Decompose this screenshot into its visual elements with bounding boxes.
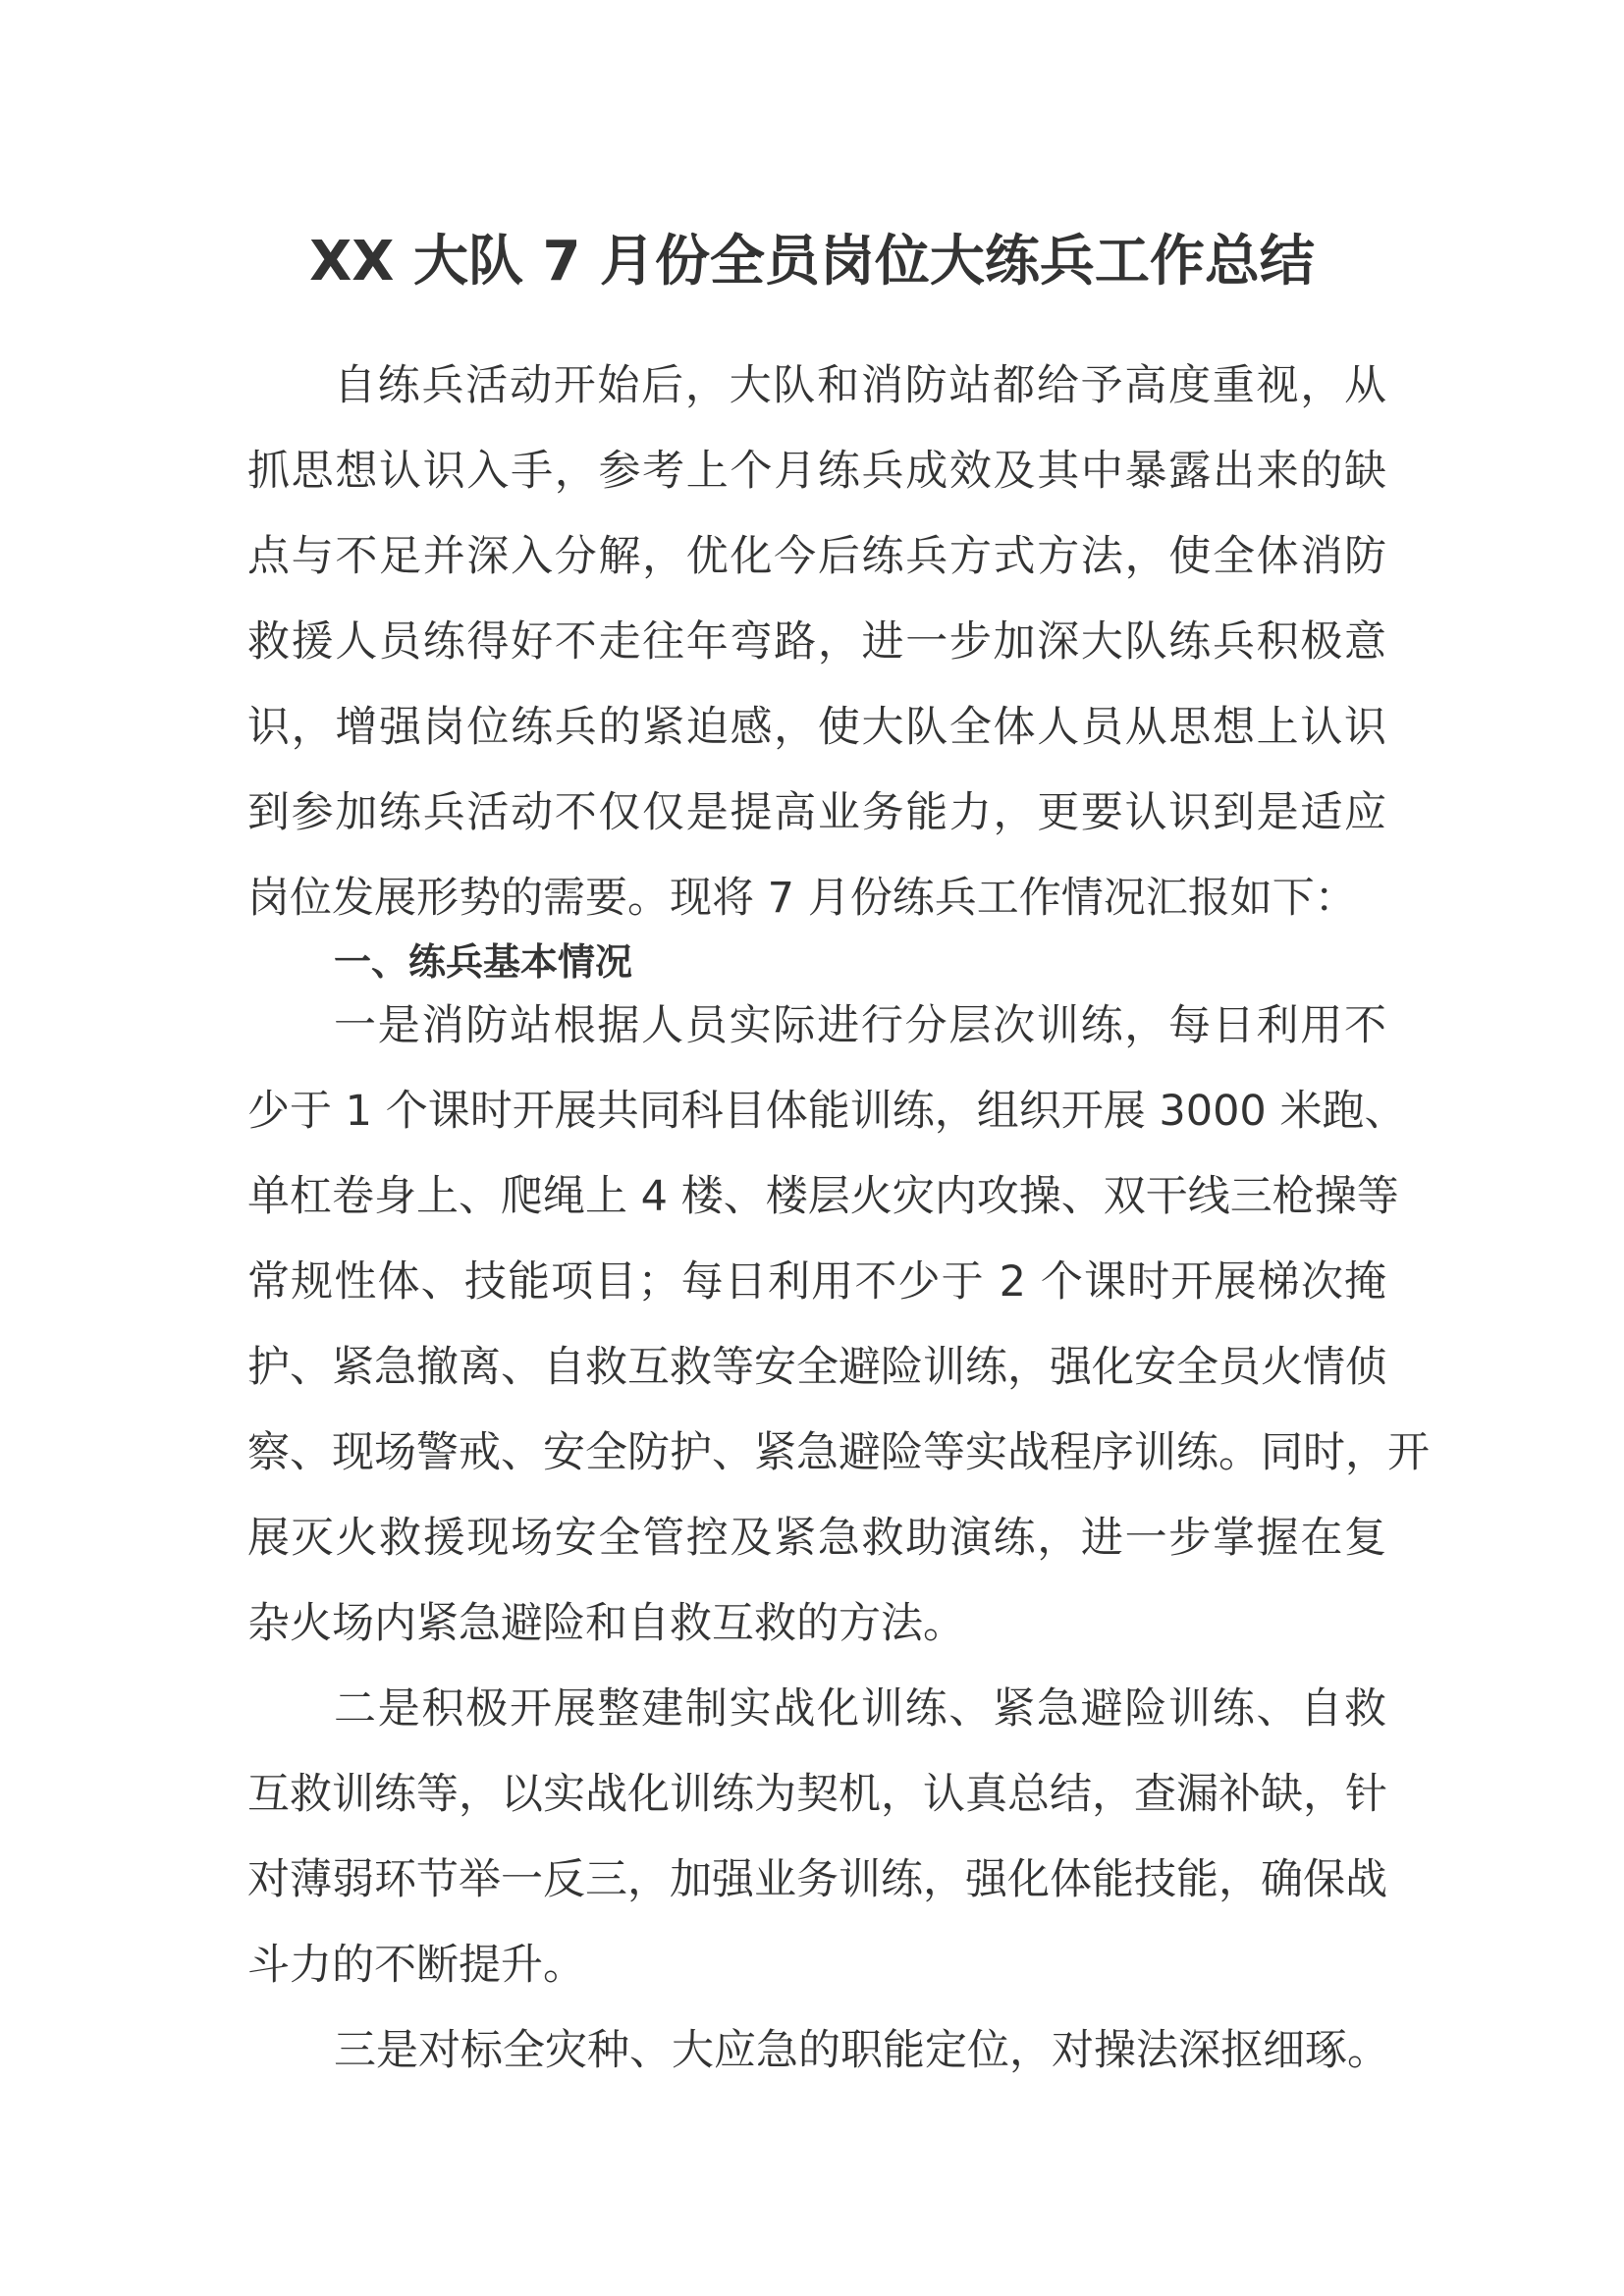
- text-line: 杂火场内紧急避险和自救互救的方法。: [247, 1599, 965, 1648]
- text-line: 一是消防站根据人员实际进行分层次训练，每日利用不: [334, 1001, 1386, 1050]
- text-line: 到参加练兵活动不仅仅是提高业务能力，更要认识到是适应: [247, 788, 1386, 837]
- text-line: 单杠卷身上、爬绳上 4 楼、楼层火灾内攻操、双干线三枪操等: [247, 1172, 1399, 1221]
- text-line: 三是对标全灾种、大应急的职能定位，对操法深抠细琢。: [334, 2026, 1389, 2075]
- text-line: 岗位发展形势的需要。现将 7 月份练兵工作情况汇报如下：: [247, 874, 1357, 923]
- paragraph-third-point: [247, 2008, 1389, 2094]
- text-line: 展灭火救援现场安全管控及紧急救助演练，进一步掌握在复: [247, 1514, 1386, 1563]
- document-body: [247, 344, 1430, 2094]
- paragraph-second-point: [247, 1667, 1386, 2008]
- text-line: 点与不足并深入分解，优化今后练兵方式方法，使全体消防: [247, 532, 1386, 581]
- text-line: 识，增强岗位练兵的紧迫感，使大队全体人员从思想上认识: [247, 703, 1386, 752]
- text-line: 护、紧急撤离、自救互救等安全避险训练，强化安全员火情侦: [247, 1343, 1387, 1392]
- text-line: 抓思想认识入手，参考上个月练兵成效及其中暴露出来的缺: [247, 447, 1386, 496]
- text-line: 斗力的不断提升。: [247, 1941, 585, 1990]
- paragraph-intro: [247, 344, 1386, 941]
- text-line: 自练兵活动开始后，大队和消防站都给予高度重视，从: [334, 361, 1386, 410]
- text-line: 常规性体、技能项目；每日利用不少于 2 个课时开展梯次掩: [247, 1257, 1386, 1307]
- section-heading: 一、练兵基本情况: [334, 940, 633, 984]
- text-line: 察、现场警戒、安全防护、紧急避险等实战程序训练。同时，开: [247, 1428, 1430, 1477]
- text-line: 互救训练等，以实战化训练为契机，认真总结，查漏补缺，针: [247, 1770, 1387, 1819]
- text-line: 对薄弱环节举一反三，加强业务训练，强化体能技能，确保战: [247, 1855, 1387, 1904]
- text-line: 二是积极开展整建制实战化训练、紧急避险训练、自救: [334, 1684, 1386, 1734]
- text-line: 救援人员练得好不走往年弯路，进一步加深大队练兵积极意: [247, 617, 1386, 667]
- paragraph-first-point: [247, 984, 1430, 1667]
- text-line: 少于 1 个课时开展共同科目体能训练，组织开展 3000 米跑、: [247, 1087, 1407, 1136]
- document-title: XX 大队 7 月份全员岗位大练兵工作总结: [309, 230, 1315, 294]
